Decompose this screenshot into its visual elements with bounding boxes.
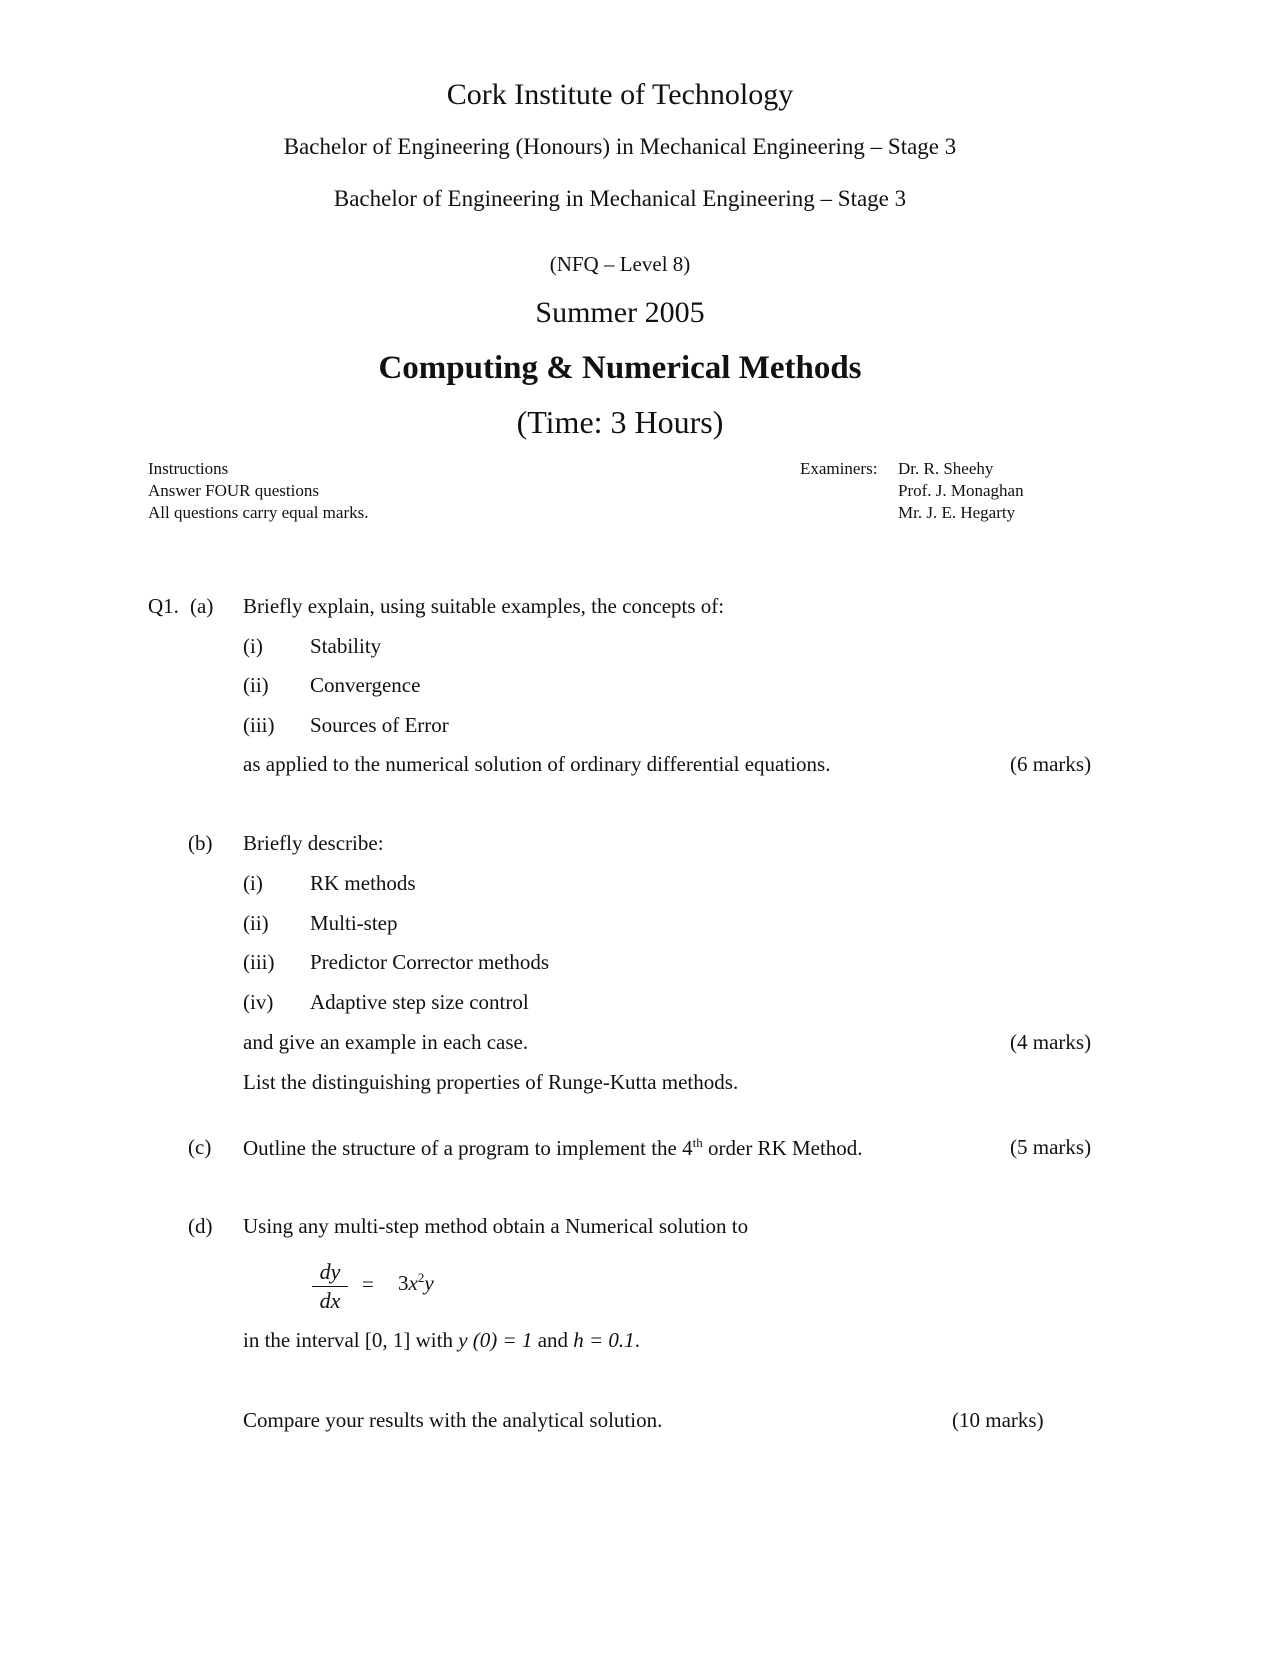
part-a-label: (a) [190, 594, 214, 618]
part-b-marks: (4 marks) [1010, 1030, 1092, 1054]
fraction-denominator: dx [319, 1288, 341, 1313]
fraction-numerator: dy [312, 1258, 348, 1287]
equation-rhs [398, 1270, 434, 1296]
interval-text: in the interval [0, 1] with [243, 1328, 459, 1352]
equals-sign: = [362, 1272, 374, 1296]
item-number: (iii) [243, 950, 275, 974]
item-text: Predictor Corrector methods [310, 950, 550, 974]
item-number: (ii) [243, 911, 269, 935]
step-size: h = 0.1 [573, 1328, 635, 1352]
interval-text: and [532, 1328, 574, 1352]
item-number: (iv) [243, 990, 274, 1014]
equation-y: y [424, 1271, 434, 1295]
item-text: RK methods [310, 871, 416, 895]
part-d-interval [243, 1328, 640, 1353]
part-b-tail: and give an example in each case. [243, 1030, 529, 1054]
part-a-tail: as applied to the numerical solution of ordinary differential equations. [243, 752, 831, 776]
exam-session: Summer 2005 [535, 296, 705, 329]
course-title: Computing & Numerical Methods [378, 350, 862, 386]
equation-x: x [408, 1271, 418, 1295]
programme-ordinary: Bachelor of Engineering in Mechanical Engineering – Stage 3 [333, 186, 907, 211]
institute-title: Cork Institute of Technology [446, 78, 794, 111]
initial-condition: y (0) = 1 [458, 1328, 533, 1352]
item-number: (ii) [243, 673, 269, 697]
part-b-stem: Briefly describe: [243, 831, 384, 855]
exam-duration: (Time: 3 Hours) [516, 404, 724, 440]
part-a-stem: Briefly explain, using suitable examples, the concepts of: [243, 594, 725, 618]
item-text: Adaptive step size control [310, 990, 529, 1014]
instructions-line: All questions carry equal marks. [148, 503, 369, 522]
part-c-text-pre: Outline the structure of a program to implement the 4 [243, 1136, 693, 1160]
examiner-name: Prof. J. Monaghan [898, 481, 1024, 500]
item-text: Convergence [310, 673, 421, 697]
item-text: Stability [310, 634, 382, 658]
question-number: Q1. [148, 594, 179, 618]
part-d-compare: Compare your results with the analytical solution. [243, 1408, 663, 1432]
part-b-label: (b) [188, 831, 213, 855]
examiners-label: Examiners: [800, 459, 878, 478]
part-d-marks: (10 marks) [952, 1408, 1044, 1432]
ordinal-suffix: th [692, 1135, 703, 1150]
equation-exponent: 2 [417, 1270, 425, 1285]
examiner-name: Dr. R. Sheehy [898, 459, 994, 478]
interval-text: . [634, 1328, 640, 1352]
part-c-text [243, 1135, 863, 1161]
part-d-stem: Using any multi-step method obtain a Numerical solution to [243, 1214, 749, 1238]
item-text: Multi-step [310, 911, 398, 935]
item-number: (iii) [243, 713, 275, 737]
instructions-title: Instructions [148, 459, 229, 478]
nfq-level: (NFQ – Level 8) [549, 252, 691, 276]
item-number: (i) [243, 871, 263, 895]
item-number: (i) [243, 634, 263, 658]
examiners-list [898, 458, 1024, 524]
part-b-extra: List the distinguishing properties of Runge-Kutta methods. [243, 1070, 739, 1094]
part-c-text-post: order RK Method. [702, 1136, 863, 1160]
item-text: Sources of Error [310, 713, 449, 737]
part-d-label: (d) [188, 1214, 213, 1238]
part-c-label: (c) [188, 1135, 212, 1159]
derivative-fraction [312, 1258, 348, 1315]
instructions-block [148, 458, 368, 524]
part-a-marks: (6 marks) [1010, 752, 1092, 776]
instructions-line: Answer FOUR questions [148, 481, 319, 500]
programme-honours: Bachelor of Engineering (Honours) in Mechanical Engineering – Stage 3 [283, 134, 957, 159]
examiner-name: Mr. J. E. Hegarty [898, 503, 1016, 522]
part-c-marks: (5 marks) [1010, 1135, 1092, 1159]
equation-coefficient: 3 [398, 1271, 409, 1295]
